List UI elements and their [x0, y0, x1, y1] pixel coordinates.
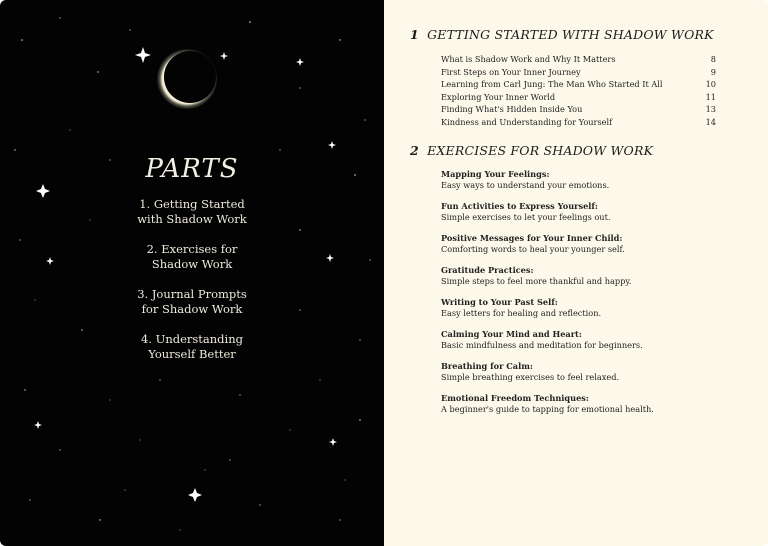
chapter-2-heading: 2 EXERCISES FOR SHADOW WORK — [410, 143, 654, 158]
toc-entry[interactable]: Kindness and Understanding for Yourself 14 — [441, 116, 716, 127]
exercise-entry[interactable]: Breathing for Calm: Simple breathing exercises to feel relaxed. — [441, 361, 620, 382]
exercise-entry[interactable]: Gratitude Practices: Simple steps to feel more thankful and happy. — [441, 265, 632, 286]
chapter-1-heading: 1 GETTING STARTED WITH SHADOW WORK — [410, 27, 714, 42]
chapter-1-toc — [441, 53, 716, 129]
part-item-2[interactable]: 2. Exercises for Shadow Work — [146, 242, 238, 271]
toc-entry[interactable]: What is Shadow Work and Why It Matters 8 — [441, 54, 716, 64]
exercise-entry[interactable]: Mapping Your Feelings: Easy ways to understand your emotions. — [441, 169, 610, 190]
part-item-1[interactable]: 1. Getting Started with Shadow Work — [137, 197, 247, 226]
exercise-entry[interactable]: Calming Your Mind and Heart: Basic mindfulness and meditation for beginners. — [441, 329, 643, 350]
parts-title: PARTS — [145, 154, 239, 184]
part-item-4[interactable]: 4. Understanding Yourself Better — [141, 332, 243, 361]
exercise-entry[interactable]: Emotional Freedom Techniques: A beginner's guide to tapping for emotional health. — [441, 393, 654, 414]
exercise-entry[interactable]: Positive Messages for Your Inner Child: Comforting words to heal your younger self. — [441, 233, 625, 254]
toc-entry[interactable]: First Steps on Your Inner Journey 9 — [441, 66, 716, 77]
part-item-3[interactable]: 3. Journal Prompts for Shadow Work — [137, 287, 247, 316]
exercise-entry[interactable]: Writing to Your Past Self: Easy letters for healing and reflection. — [441, 297, 602, 318]
exercise-entry[interactable]: Fun Activities to Express Yourself: Simple exercises to let your feelings out. — [441, 201, 611, 222]
toc-entry[interactable]: Exploring Your Inner World 11 — [441, 91, 716, 102]
moon-shadow — [164, 51, 216, 103]
toc-entry[interactable]: Finding What's Hidden Inside You 13 — [441, 104, 716, 115]
toc-entry[interactable]: Learning from Carl Jung: The Man Who Started It All 10 — [441, 79, 716, 90]
